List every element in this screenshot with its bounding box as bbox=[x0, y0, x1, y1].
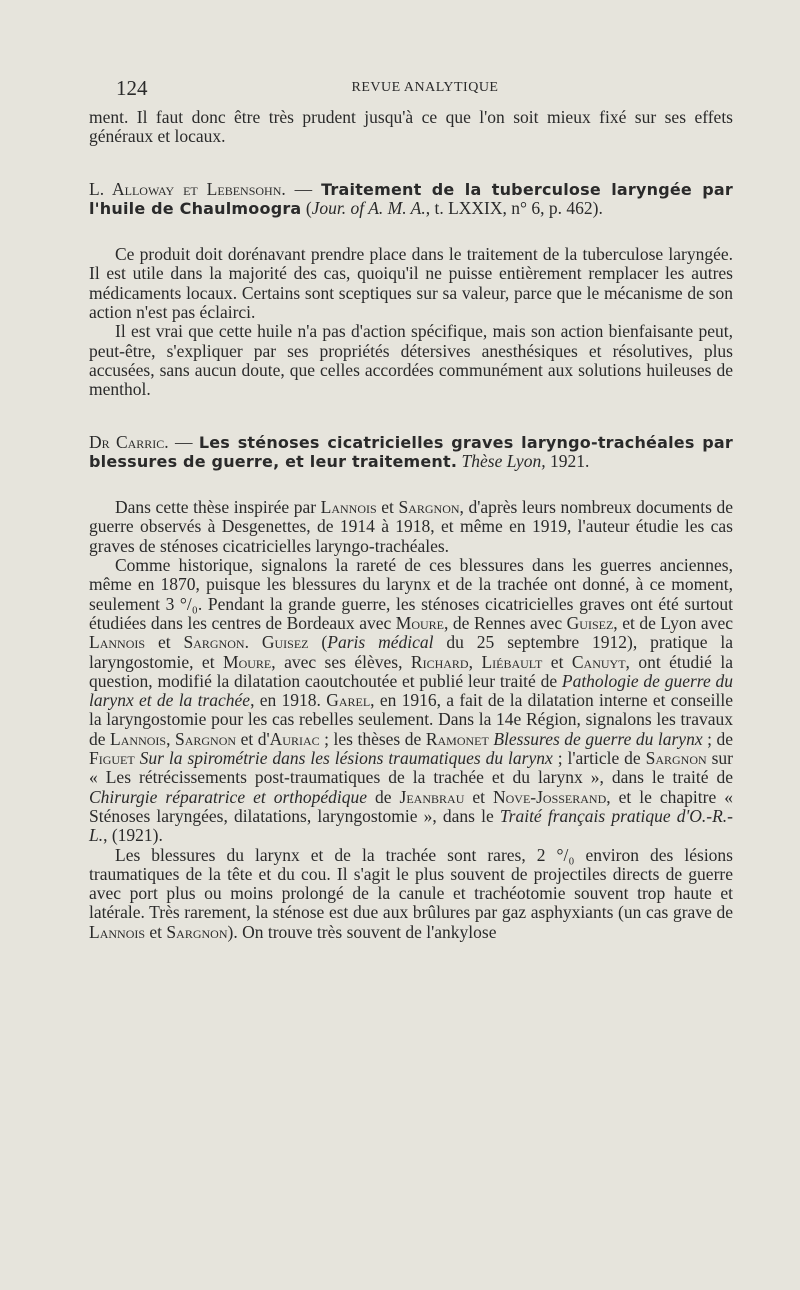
paragraph: Comme historique, signalons la rareté de ces blessures dans les guerres anciennes, même en 1870, puisque les blessures du larynx et de la trachée ont donné, à ce moment, seulement 3 °/₀. Pendant la grande guerre, les sténoses cicatricielles graves ont été surtout étudiées dans les centres de Bordeaux avec Moure, de Rennes avec Guisez, et de Lyon avec Lannois et Sargnon. Guisez (Paris médical du 25 septembre 1912), pratique la laryngostomie, et Moure, avec ses élèves, Richard, Liébault et Canuyt, ont étudié la question, modifié la dilatation caoutchoutée et publié leur traité de Pathologie de guerre du larynx et de la trachée, en 1918. Garel, en 1916, a fait de la dilatation interne et conseille la laryngostomie pour les cas rebelles seulement. Dans la 14e Région, signalons les travaux de Lannois, Sargnon et d'Auriac ; les thèses de Ramonet Blessures de guerre du larynx ; de Figuet Sur la spirométrie dans les lésions traumatiques du larynx ; l'article de Sargnon sur « Les rétrécissements post-traumatiques de la trachée et du larynx », dans le traité de Chirurgie réparatrice et orthopédique de Jeanbrau et Nove-Josserand, et le chapitre « Sténoses laryngées, dilatations, laryngostomie », dans le Traité français pratique d'O.-R.-L., (1921). bbox=[89, 555, 734, 846]
paragraph: Dans cette thèse inspirée par Lannois et Sargnon, d'après leurs nombreux documents de guerre observés à Desgenettes, de 1914 à 1918, et même en 1919, l'auteur étudie les cas graves de sténoses cicatricielles laryngo-trachéales. bbox=[89, 497, 733, 556]
article-title: Les sténoses cicatricielles graves laryngo-trachéales par blessures de guerre, et leur traitement. bbox=[89, 432, 733, 471]
paragraph: Les blessures du larynx et de la trachée sont rares, 2 °/₀ environ des lésions traumatiques de la tête et du cou. Il s'agit le plus souvent de projectiles directs de guerre avec port plus ou moins prolongé de la canule et trachéotomie souvent trop haute et latérale. Très rarement, la sténose est due aux brûlures par gaz asphyxiants (un cas grave de Lannois et Sargnon). On trouve très souvent de l'ankylose bbox=[89, 844, 733, 942]
article-author: Dr Carric. bbox=[89, 431, 169, 452]
paragraph-continuation: ment. Il faut donc être très prudent jusqu'à ce que l'on soit mieux fixé sur ses effets généraux et locaux. bbox=[89, 107, 733, 147]
thesis-ref: Thèse Lyon, bbox=[457, 450, 546, 471]
paragraph: Il est vrai que cette huile n'a pas d'action spécifique, mais son action bienfaisante peut, peut-être, s'expliquer par ses propriétés détersives anesthésiques et résolutives, plus accusées, sans aucun doute, que celles accordées communément aux solutions huileuses de menthol. bbox=[89, 321, 733, 400]
article-heading-1: L. Alloway et Lebensohn. — Traitement de la tuberculose laryngée par l'huile de Chaulmoogra (Jour. of A. M. A., t. LXXIX, n° 6, p. 462). bbox=[89, 178, 733, 218]
page-number: 124 bbox=[116, 76, 148, 100]
article-title: Traitement de la tuberculose laryngée par l'huile de Chaulmoogra bbox=[89, 179, 733, 218]
paragraph: Ce produit doit dorénavant prendre place dans le traitement de la tuberculose laryngée. Il est utile dans la majorité des cas, quoiqu'il ne puisse entièrement remplacer les autres médicaments locaux. Certains sont sceptiques sur sa valeur, parce que le mécanisme de son action n'est pas éclairci. bbox=[89, 244, 733, 323]
article-heading-2: Dr Carric. — Les sténoses cicatricielles graves laryngo-trachéales par blessures de guerre, et leur traitement. Thèse Lyon, 1921. bbox=[89, 431, 733, 471]
page-header bbox=[116, 76, 734, 100]
body-text bbox=[89, 108, 733, 942]
article-authors: L. Alloway et Lebensohn. bbox=[89, 178, 286, 199]
running-title: REVUE ANALYTIQUE bbox=[351, 80, 499, 95]
journal-name: Jour. of A. M. A. bbox=[311, 197, 426, 218]
